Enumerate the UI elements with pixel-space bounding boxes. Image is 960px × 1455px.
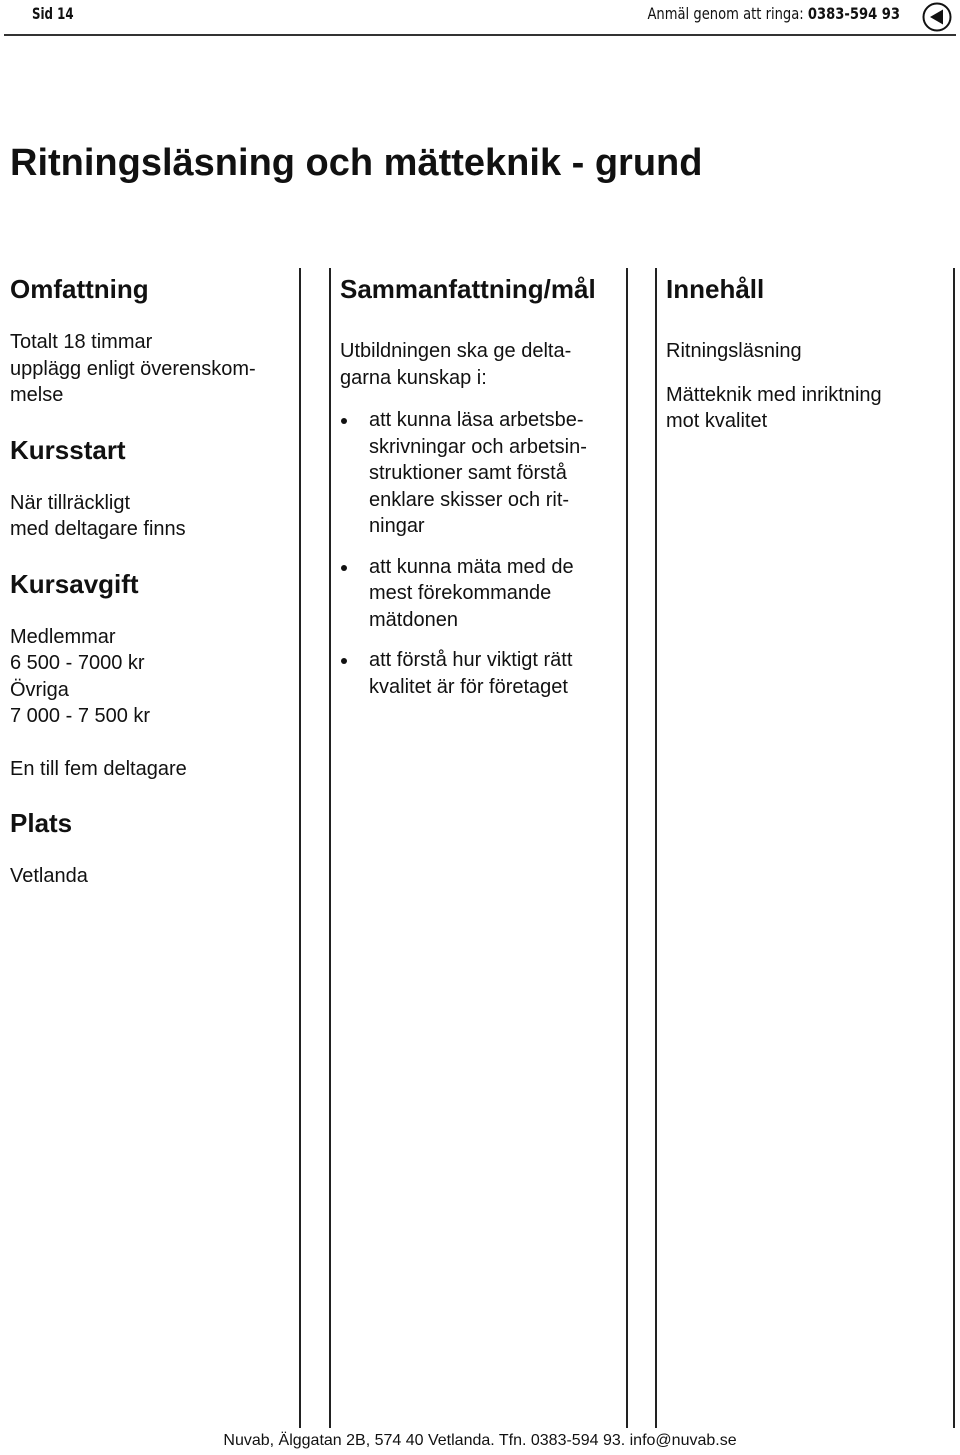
bullet-line: att kunna läsa arbetsbe- <box>369 409 584 431</box>
content-item <box>666 338 951 365</box>
header-divider <box>4 34 956 36</box>
signup-info <box>647 4 900 23</box>
footer-contact: Nuvab, Älggatan 2B, 574 40 Vetlanda. Tfn. 0383-594 93. info@nuvab.se <box>223 1432 737 1449</box>
intro-line: garna kunskap i: <box>340 366 487 389</box>
content-item <box>666 382 951 435</box>
kursavgift-heading: Kursavgift <box>10 568 139 599</box>
bullet-line: att förstå hur viktigt rätt <box>369 649 573 671</box>
signup-phone: 0383-594 93 <box>807 4 900 23</box>
omfattning-line: upplägg enligt överenskom- <box>10 357 256 380</box>
course-info-column <box>10 272 300 890</box>
sammanfattning-intro <box>340 338 620 391</box>
content-line: mot kvalitet <box>666 410 768 432</box>
back-button[interactable] <box>922 2 952 32</box>
content-line: Mätteknik med inriktning <box>666 383 882 406</box>
list-item <box>340 554 620 634</box>
bullet-line: struktioner samt förstå <box>369 462 567 484</box>
summary-column <box>340 272 620 714</box>
plats-value: Vetlanda <box>10 865 88 887</box>
kursstart-text <box>10 490 300 543</box>
kursstart-line: med deltagare finns <box>10 518 186 540</box>
list-item <box>340 407 620 540</box>
bullet-line: att kunna mäta med de <box>369 555 574 578</box>
content-line: Ritningsläsning <box>666 340 802 362</box>
bullet-line: ningar <box>369 515 425 537</box>
column-divider <box>953 268 955 1428</box>
column-divider <box>626 268 628 1428</box>
content-column <box>666 272 951 435</box>
bullet-line: skrivningar och arbetsin- <box>369 435 587 458</box>
innehall-heading: Innehåll <box>666 274 765 304</box>
page-title: Ritningsläsning och mätteknik - grund <box>10 142 703 184</box>
column-divider <box>655 268 657 1428</box>
omfattning-text <box>10 329 300 409</box>
plats-heading: Plats <box>10 808 73 838</box>
column-divider <box>329 268 331 1428</box>
page-footer <box>0 1432 960 1450</box>
sammanfattning-heading: Sammanfattning/mål <box>340 274 596 304</box>
omfattning-line: Totalt 18 timmar <box>10 331 153 353</box>
kursavgift-line: Medlemmar <box>10 625 116 648</box>
list-item <box>340 647 620 700</box>
goals-list <box>340 407 620 700</box>
kursstart-heading: Kursstart <box>10 434 126 465</box>
kursstart-line: När tillräckligt <box>10 491 131 514</box>
kursavgift-line: Övriga <box>10 678 69 701</box>
bullet-line: enklare skisser och rit- <box>369 488 570 511</box>
omfattning-line: melse <box>10 384 64 406</box>
page-header <box>0 0 960 34</box>
page-number: Sid 14 <box>32 4 74 23</box>
signup-label: Anmäl genom att ringa: <box>647 4 804 23</box>
bullet-line: kvalitet är för företaget <box>369 675 568 698</box>
triangle-left-circle-icon <box>922 2 952 32</box>
bullet-line: mest förekommande <box>369 582 552 604</box>
kursavgift-text <box>10 624 300 730</box>
intro-line: Utbildningen ska ge delta- <box>340 340 572 362</box>
participants-text: En till fem deltagare <box>10 757 187 780</box>
bullet-line: mätdonen <box>369 608 458 631</box>
kursavgift-line: 6 500 - 7000 kr <box>10 652 145 674</box>
omfattning-heading: Omfattning <box>10 274 149 304</box>
kursavgift-line: 7 000 - 7 500 kr <box>10 705 151 727</box>
